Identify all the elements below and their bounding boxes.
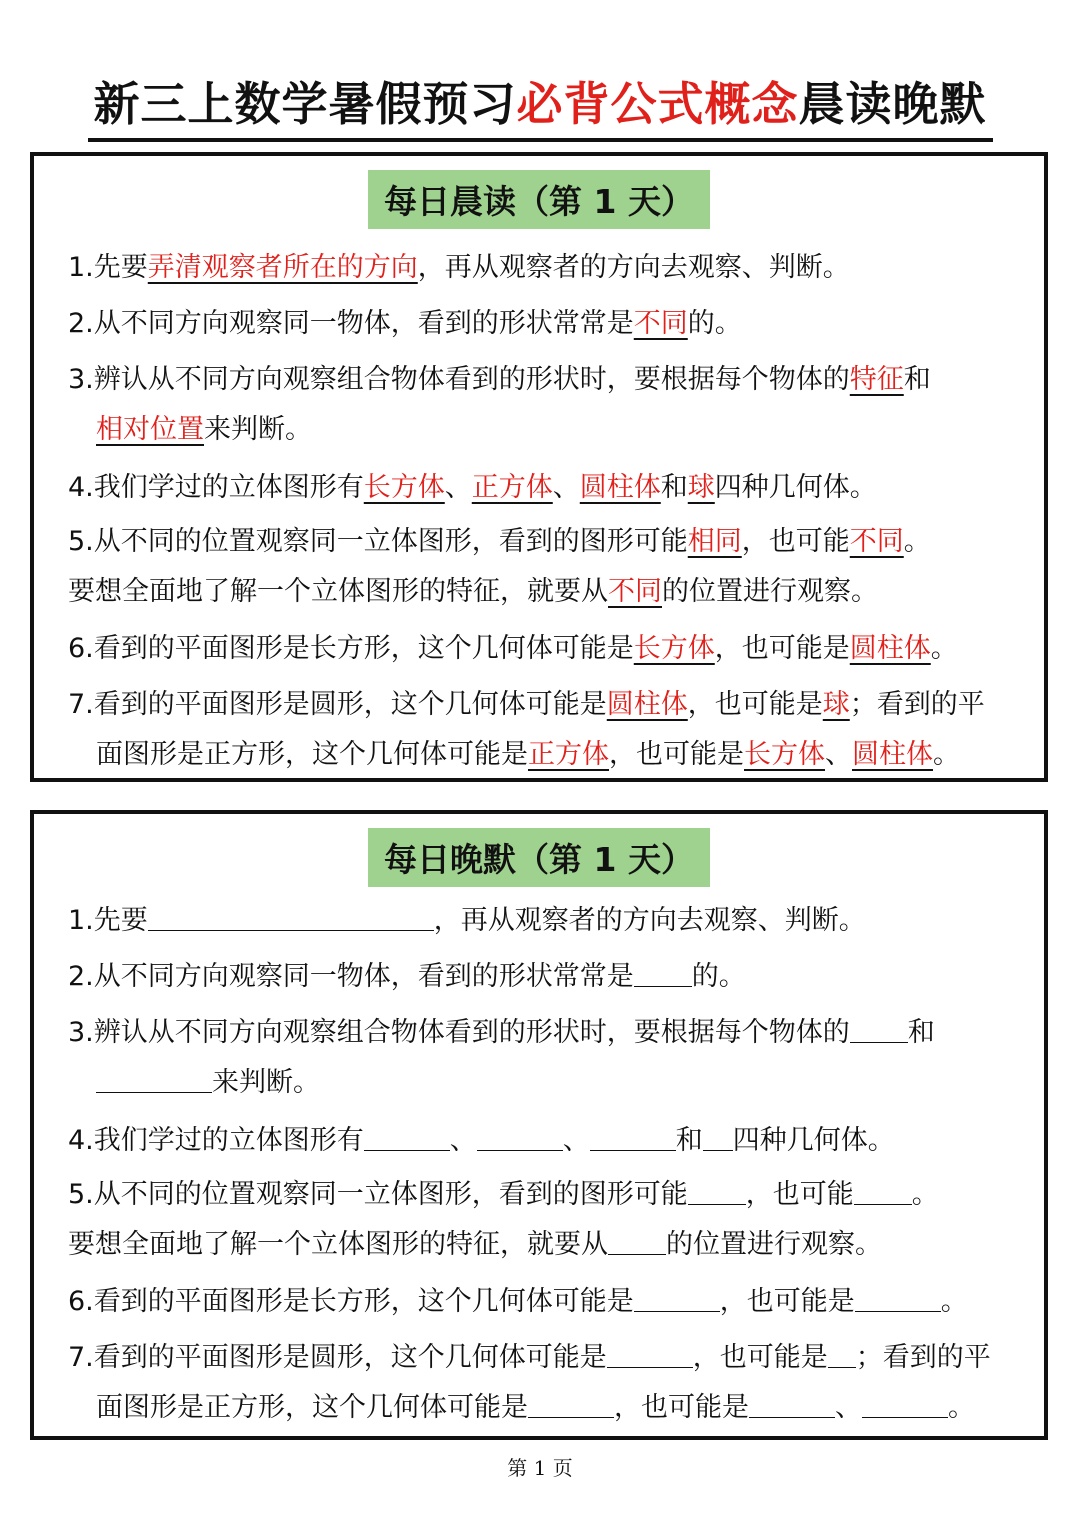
morning-item-2: 2.从不同方向观察同一物体，看到的形状常常是不同的。 [68,308,742,339]
answer-blank[interactable] [364,1120,450,1151]
title-part3: 晨读晚默 [798,77,987,131]
evening-item-2: 2.从不同方向观察同一物体，看到的形状常常是 的。 [68,956,746,995]
answer-blank[interactable] [703,1120,733,1151]
answer-blank[interactable] [828,1337,856,1368]
answer-blank[interactable] [854,1174,912,1205]
evening-item-4: 4.我们学过的立体图形有 、 、 和 四种几何体。 [68,1120,895,1159]
morning-item-4: 4.我们学过的立体图形有长方体、正方体、圆柱体和球四种几何体。 [68,472,877,503]
answer-blank[interactable] [688,1174,746,1205]
answer-blank[interactable] [477,1120,563,1151]
answer-blank[interactable] [850,1012,908,1043]
answer-blank[interactable] [862,1387,948,1418]
answer: 特征 [849,364,904,395]
morning-item-1: 1.先要弄清观察者所在的方向，再从观察者的方向去观察、判断。 [68,252,850,283]
answer: 正方体 [471,472,553,503]
answer-blank[interactable] [749,1387,835,1418]
evening-item-7: 7.看到的平面图形是圆形，这个几何体可能是 ，也可能是 ；看到的平 [68,1337,991,1376]
answer-blank[interactable] [148,900,434,931]
evening-item-3: 3.辨认从不同方向观察组合物体看到的形状时，要根据每个物体的 和 [68,1012,935,1051]
morning-item-7-cont: 面图形是正方形，这个几何体可能是正方体，也可能是长方体、圆柱体。 [96,739,960,770]
evening-item-3-cont: 来判断。 [96,1062,320,1101]
answer: 圆柱体 [606,689,688,720]
page-title [0,68,1080,142]
answer: 长方体 [363,472,445,503]
answer: 长方体 [633,633,715,664]
title-highlight: 必背公式概念 [516,77,799,131]
answer-blank[interactable] [634,956,692,987]
morning-reading-title: 每日晨读（第 1 天） [368,170,710,229]
evening-dictation-box [30,810,1048,1440]
answer: 相同 [687,526,742,557]
answer-blank[interactable] [607,1337,693,1368]
answer: 长方体 [744,739,825,770]
evening-item-7-cont: 面图形是正方形，这个几何体可能是 ，也可能是 、 。 [96,1387,975,1426]
answer-blank[interactable] [528,1387,614,1418]
answer: 不同 [633,308,688,339]
answer-blank[interactable] [634,1281,720,1312]
answer: 圆柱体 [849,633,931,664]
answer: 正方体 [528,739,609,770]
morning-item-5: 5.从不同的位置观察同一立体图形，看到的图形可能相同，也可能不同。 [68,526,931,557]
evening-item-5-cont: 要想全面地了解一个立体图形的特征，就要从 的位置进行观察。 [68,1224,882,1263]
answer: 圆柱体 [852,739,933,770]
page-number: 第 1 页 [507,1456,573,1480]
evening-dictation-title: 每日晚默（第 1 天） [368,828,710,887]
title-part1: 新三上数学暑假预习 [93,77,517,131]
answer-blank[interactable] [590,1120,676,1151]
morning-item-7: 7.看到的平面图形是圆形，这个几何体可能是圆柱体，也可能是球；看到的平 [68,689,985,720]
answer-blank[interactable] [608,1224,666,1255]
answer-blank[interactable] [96,1062,212,1093]
answer: 圆柱体 [579,472,661,503]
answer: 不同 [849,526,904,557]
answer: 球 [687,472,715,503]
morning-item-5-cont: 要想全面地了解一个立体图形的特征，就要从不同的位置进行观察。 [68,576,878,607]
answer: 不同 [608,576,662,607]
answer-blank[interactable] [855,1281,941,1312]
evening-item-1: 1.先要 ，再从观察者的方向去观察、判断。 [68,900,866,939]
answer: 弄清观察者所在的方向 [147,252,418,283]
morning-reading-box [30,152,1048,782]
morning-item-3: 3.辨认从不同方向观察组合物体看到的形状时，要根据每个物体的特征和 [68,364,931,395]
morning-item-3-cont: 相对位置来判断。 [96,414,312,445]
answer: 球 [822,689,850,720]
answer: 相对位置 [96,414,204,445]
evening-item-6: 6.看到的平面图形是长方形，这个几何体可能是 ，也可能是 。 [68,1281,968,1320]
evening-item-5: 5.从不同的位置观察同一立体图形，看到的图形可能 ，也可能 。 [68,1174,939,1213]
morning-item-6: 6.看到的平面图形是长方形，这个几何体可能是长方体，也可能是圆柱体。 [68,633,958,664]
